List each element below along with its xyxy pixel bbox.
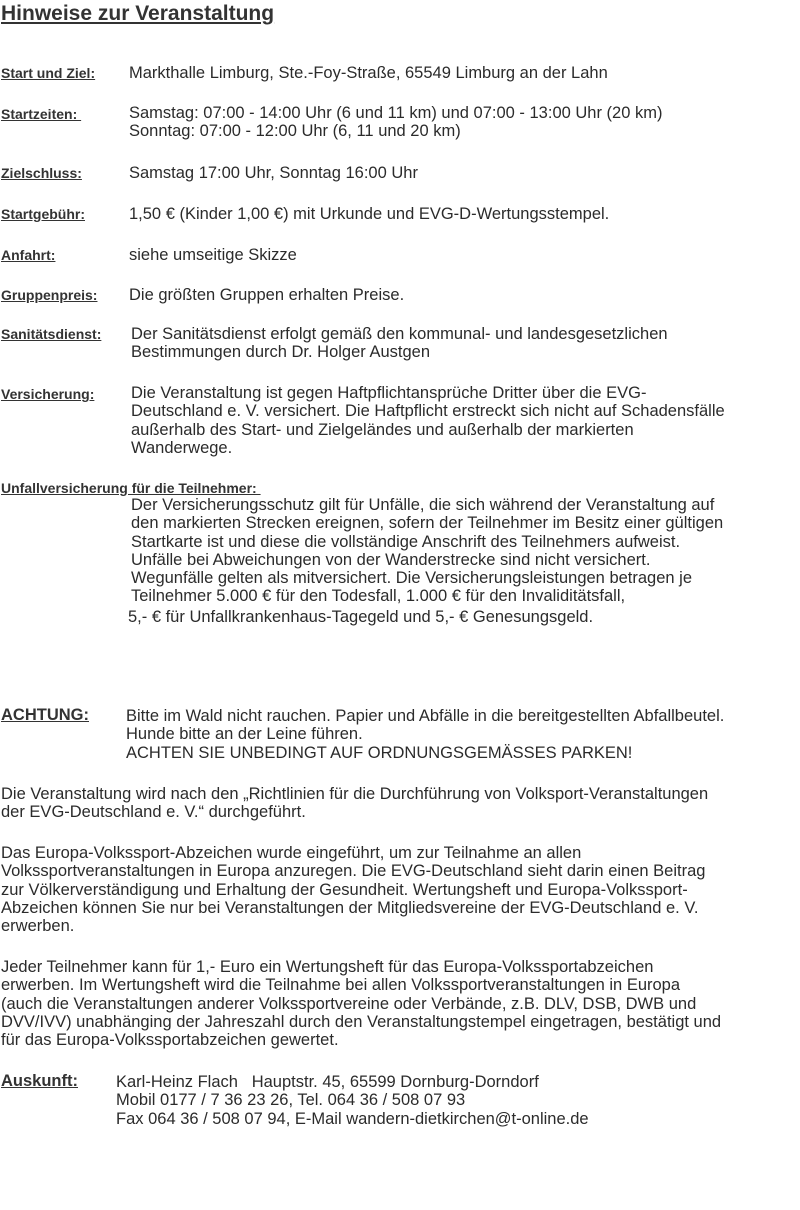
paragraph-line: Das Europa-Volkssport-Abzeichen wurde eingeführt, um zur Teilnahme an allen — [1, 844, 582, 862]
paragraph-line: erwerben. — [1, 917, 75, 936]
achtung-line: ACHTEN SIE UNBEDINGT AUF ORDNUNGSGEMÄSSES PARKEN! — [126, 743, 633, 762]
europa-abzeichen-paragraph — [1, 844, 705, 935]
unfallversicherung-line: Unfälle bei Abweichungen von der Wanderstrecke sind nicht versichert. — [131, 550, 651, 569]
anfahrt-label: Anfahrt: — [1, 247, 56, 263]
paragraph-line: (auch die Veranstaltungen anderer Volkssportvereine oder Verbände, z.B. DLV, DSB, DWB und — [1, 994, 697, 1013]
paragraph-line: der EVG-Deutschland e. V.“ durchgeführt. — [1, 803, 306, 822]
anfahrt-value: siehe umseitige Skizze — [129, 246, 297, 264]
versicherung-value — [131, 384, 725, 457]
page-title: Hinweise zur Veranstaltung — [1, 2, 275, 25]
sanitaetsdienst-line: Der Sanitätsdienst erfolgt gemäß den kommunal- und landesgesetzlichen — [131, 325, 668, 343]
unfallversicherung-last-line: 5,- € für Unfallkrankenhaus-Tagegeld und 5,- € Genesungsgeld. — [128, 608, 594, 626]
paragraph-line: erwerben. Im Wertungsheft wird die Teilnahme bei allen Volkssportveranstaltungen in Europa — [1, 976, 681, 995]
unfallversicherung-line: den markierten Strecken ereignen, sofern der Teilnehmer im Besitz einer gültigen — [131, 514, 724, 533]
paragraph-line: DVV/IVV) unabhänging der Jahreszahl durch den Veranstaltungstempel eingetragen, bestätigt und — [1, 1012, 722, 1031]
auskunft-label: Auskunft: — [1, 1072, 78, 1090]
sanitaetsdienst-value — [131, 325, 668, 362]
startzeiten-line: Samstag: 07:00 - 14:00 Uhr (6 und 11 km) und 07:00 - 13:00 Uhr (20 km) — [129, 104, 663, 122]
startzeiten-value — [129, 104, 662, 141]
richtlinien-paragraph — [1, 785, 708, 822]
paragraph-line: Abzeichen können Sie nur bei Veranstaltungen der Mitgliedsvereine der EVG-Deutschland e. V. — [1, 898, 699, 917]
achtung-value — [126, 707, 724, 762]
versicherung-label: Versicherung: — [1, 386, 95, 402]
auskunft-line: Fax 064 36 / 508 07 94, E-Mail wandern-dietkirchen@t-online.de — [116, 1109, 589, 1128]
achtung-label: ACHTUNG: — [1, 706, 89, 724]
paragraph-line: Volkssportveranstaltungen in Europa anzuregen. Die EVG-Deutschland sieht darin einen Beitrag — [1, 862, 706, 881]
zielschluss-value: Samstag 17:00 Uhr, Sonntag 16:00 Uhr — [129, 164, 418, 182]
wertungsheft-paragraph — [1, 958, 721, 1049]
paragraph-line: Die Veranstaltung wird nach den „Richtlinien für die Durchführung von Volksport-Veranstaltungen — [1, 785, 709, 803]
startzeiten-label: Startzeiten: — [1, 106, 82, 122]
paragraph-line: für das Europa-Volkssportabzeichen gewertet. — [1, 1031, 339, 1050]
gruppenpreis-label: Gruppenpreis: — [1, 287, 98, 303]
auskunft-line: Mobil 0177 / 7 36 23 26, Tel. 064 36 / 508 07 93 — [116, 1091, 466, 1110]
paragraph-line: zur Völkerverständigung und Erhaltung der Gesundheit. Wertungsheft und Europa-Volkssport- — [1, 880, 688, 899]
startgebuehr-label: Startgebühr: — [1, 206, 85, 222]
start-ziel-value: Markthalle Limburg, Ste.-Foy-Straße, 65549 Limburg an der Lahn — [129, 64, 608, 82]
unfallversicherung-line: Startkarte ist und diese die vollständige Anschrift des Teilnehmers aufweist. — [131, 532, 681, 551]
zielschluss-label: Zielschluss: — [1, 165, 82, 181]
versicherung-line: Wanderwege. — [131, 438, 233, 457]
unfallversicherung-line: Wegunfälle gelten als mitversichert. Die Versicherungsleistungen betragen je — [131, 569, 693, 588]
startgebuehr-value: 1,50 € (Kinder 1,00 €) mit Urkunde und EVG-D-Wertungsstempel. — [129, 205, 610, 223]
gruppenpreis-value: Die größten Gruppen erhalten Preise. — [129, 286, 405, 304]
paragraph-line: Jeder Teilnehmer kann für 1,- Euro ein Wertungsheft für das Europa-Volkssportabzeichen — [1, 958, 654, 976]
unfallversicherung-line: Teilnehmer 5.000 € für den Todesfall, 1.000 € für den Invaliditätsfall, — [131, 587, 626, 606]
versicherung-line: außerhalb des Start- und Zielgeländes und außerhalb der markierten — [131, 420, 634, 439]
startzeiten-line: Sonntag: 07:00 - 12:00 Uhr (6, 11 und 20 km) — [129, 122, 461, 141]
versicherung-line: Die Veranstaltung ist gegen Haftpflichtansprüche Dritter über die EVG- — [131, 384, 647, 402]
start-ziel-label: Start und Ziel: — [1, 65, 96, 81]
auskunft-value — [116, 1073, 589, 1128]
unfallversicherung-value — [131, 496, 723, 606]
sanitaetsdienst-label: Sanitätsdienst: — [1, 326, 102, 342]
achtung-line: Bitte im Wald nicht rauchen. Papier und Abfälle in die bereitgestellten Abfallbeutel. — [126, 707, 725, 725]
achtung-line: Hunde bitte an der Leine führen. — [126, 725, 363, 744]
unfallversicherung-label: Unfallversicherung für die Teilnehmer: — [1, 480, 261, 496]
unfallversicherung-line: Der Versicherungsschutz gilt für Unfälle, die sich während der Veranstaltung auf — [131, 496, 715, 514]
versicherung-line: Deutschland e. V. versichert. Die Haftpflicht erstreckt sich nicht auf Schadensfälle — [131, 402, 725, 421]
auskunft-line: Karl-Heinz Flach Hauptstr. 45, 65599 Dornburg-Dorndorf — [116, 1073, 539, 1091]
sanitaetsdienst-line: Bestimmungen durch Dr. Holger Austgen — [131, 343, 430, 362]
